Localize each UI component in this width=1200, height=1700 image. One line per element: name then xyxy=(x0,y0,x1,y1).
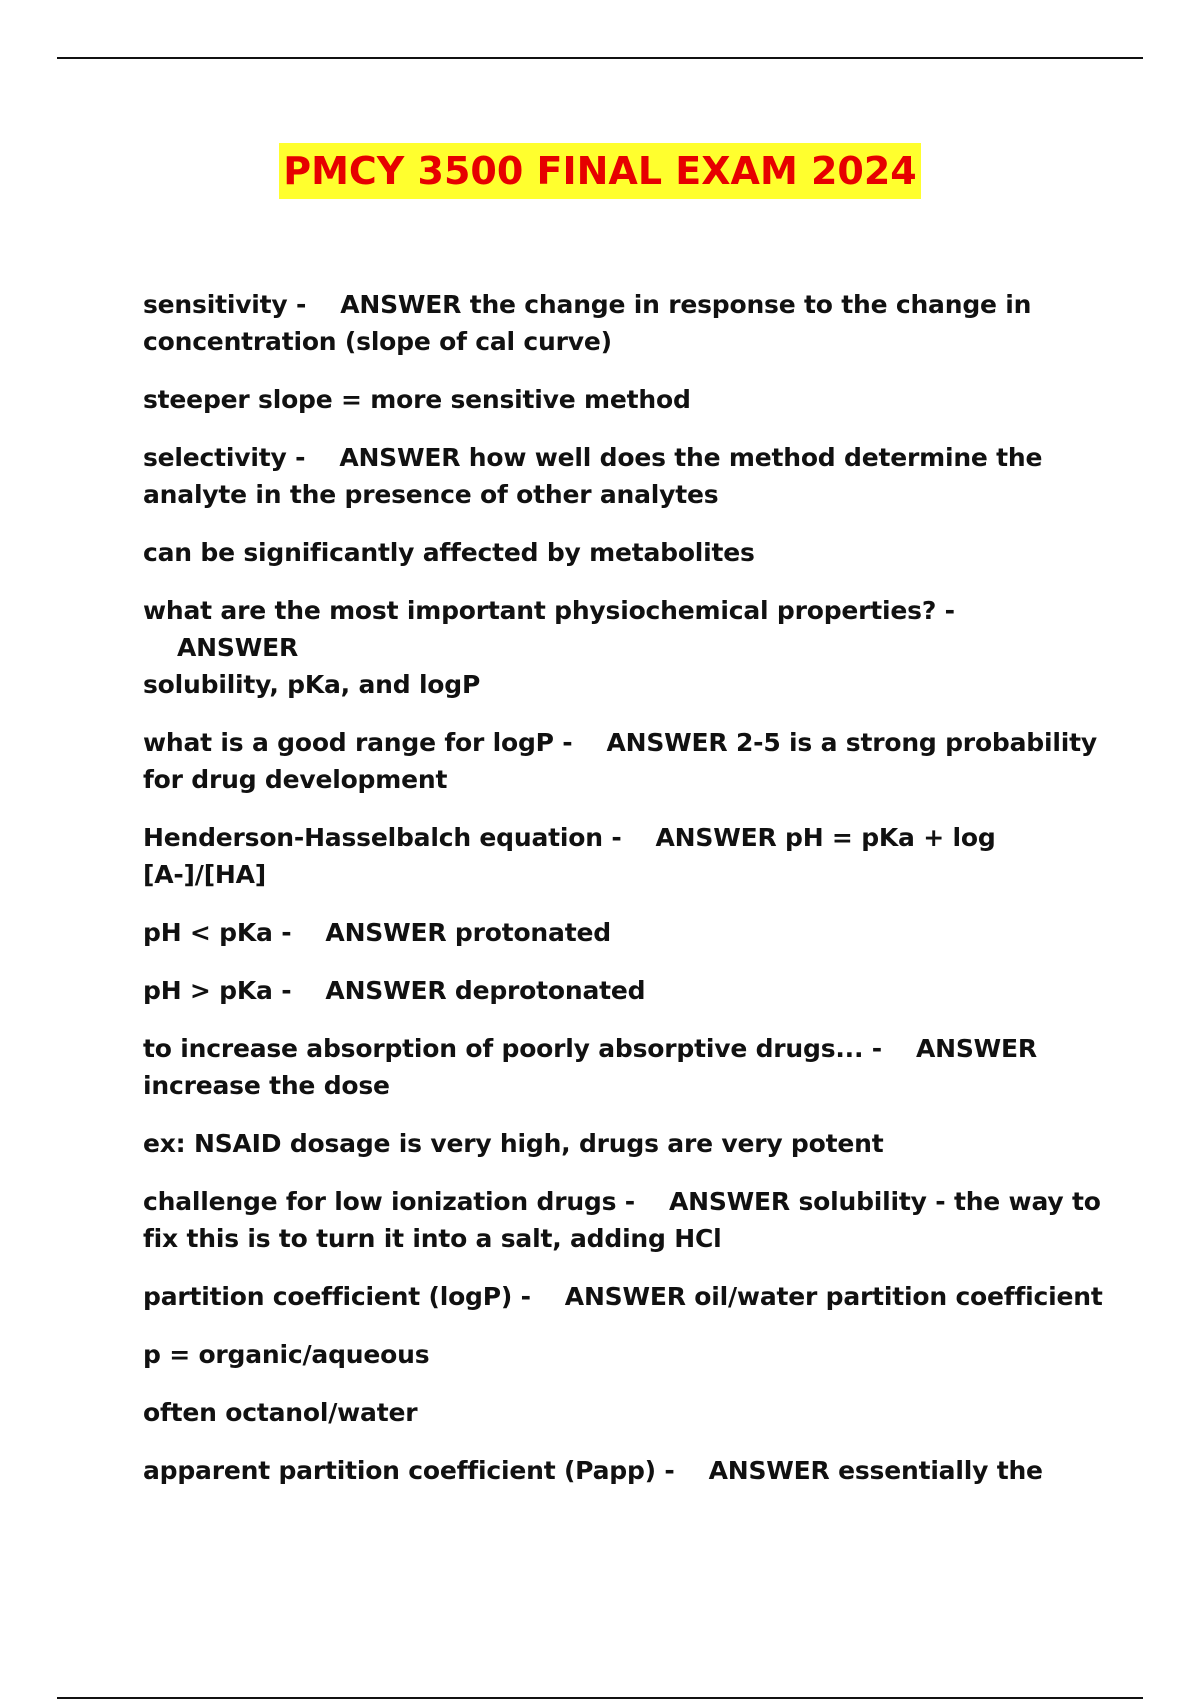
answer-text: ANSWER xyxy=(177,633,298,662)
answer-text: ANSWER how well does the method determine the xyxy=(339,443,1043,472)
qa-entry xyxy=(143,1183,1103,1257)
answer-continuation: increase the dose xyxy=(143,1071,390,1100)
answer-text: ANSWER 2-5 is a strong probability xyxy=(606,728,1097,757)
title-container xyxy=(0,143,1200,199)
qa-entry xyxy=(143,286,1103,360)
answer-text: ANSWER the change in response to the change in xyxy=(340,290,1032,319)
qa-entry xyxy=(143,724,1103,798)
qa-entry xyxy=(143,1125,1103,1162)
answer-continuation: solubility, pKa, and logP xyxy=(143,670,481,699)
question-term: Henderson-Hasselbalch equation - xyxy=(143,823,622,852)
answer-continuation: concentration (slope of cal curve) xyxy=(143,327,612,356)
answer-continuation: for drug development xyxy=(143,765,448,794)
qa-entry xyxy=(143,1452,1103,1489)
question-term: apparent partition coefficient (Papp) - xyxy=(143,1456,675,1485)
qa-entry xyxy=(143,914,1103,951)
qa-entry xyxy=(143,1030,1103,1104)
question-term: partition coefficient (logP) - xyxy=(143,1282,531,1311)
qa-entry xyxy=(143,592,1103,703)
qa-entry xyxy=(143,381,1103,418)
answer-text: ANSWER xyxy=(915,1034,1037,1063)
question-term: what are the most important physiochemical properties? - xyxy=(143,596,955,625)
question-term: selectivity - xyxy=(143,443,306,472)
answer-text: ANSWER oil/water partition coefficient xyxy=(564,1282,1103,1311)
answer-continuation: analyte in the presence of other analytes xyxy=(143,480,719,509)
note-text: steeper slope = more sensitive method xyxy=(143,385,691,414)
qa-entry xyxy=(143,439,1103,513)
qa-entry xyxy=(143,819,1103,893)
top-rule xyxy=(57,57,1143,59)
qa-entry xyxy=(143,534,1103,571)
answer-continuation: fix this is to turn it into a salt, adding HCl xyxy=(143,1224,722,1253)
answer-continuation: [A-]/[HA] xyxy=(143,860,267,889)
question-term: pH < pKa - xyxy=(143,918,292,947)
document-body xyxy=(143,286,1103,1510)
answer-text: ANSWER solubility - the way to xyxy=(669,1187,1101,1216)
question-term: challenge for low ionization drugs - xyxy=(143,1187,635,1216)
question-term: to increase absorption of poorly absorptive drugs... - xyxy=(143,1034,882,1063)
answer-text: ANSWER deprotonated xyxy=(325,976,646,1005)
qa-entry xyxy=(143,1394,1103,1431)
note-text: can be significantly affected by metabolites xyxy=(143,538,755,567)
answer-text: ANSWER essentially the xyxy=(708,1456,1043,1485)
question-term: sensitivity - xyxy=(143,290,307,319)
answer-text: ANSWER protonated xyxy=(325,918,611,947)
note-text: p = organic/aqueous xyxy=(143,1340,430,1369)
answer-text: ANSWER pH = pKa + log xyxy=(655,823,996,852)
question-term: what is a good range for logP - xyxy=(143,728,573,757)
qa-entry xyxy=(143,1278,1103,1315)
bottom-rule xyxy=(57,1697,1143,1699)
note-text: often octanol/water xyxy=(143,1398,418,1427)
document-title: PMCY 3500 FINAL EXAM 2024 xyxy=(279,143,921,199)
question-term: pH > pKa - xyxy=(143,976,292,1005)
qa-entry xyxy=(143,1336,1103,1373)
note-text: ex: NSAID dosage is very high, drugs are very potent xyxy=(143,1129,884,1158)
qa-entry xyxy=(143,972,1103,1009)
